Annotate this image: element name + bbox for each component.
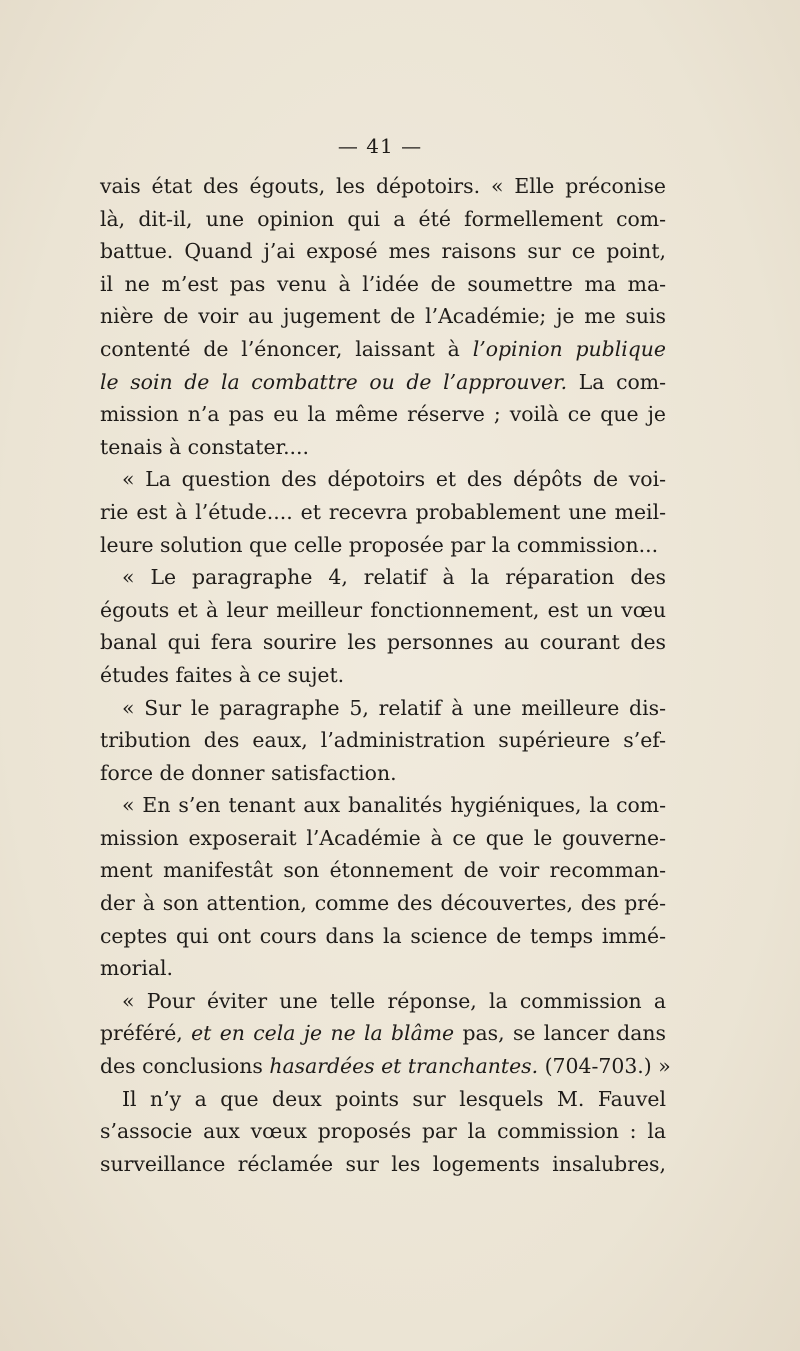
text-line [100, 757, 666, 790]
text-segment: il ne m’est pas venu à l’idée de soumettre ma ma- [100, 271, 666, 296]
text-line [100, 463, 666, 496]
text-line [100, 398, 666, 431]
text-line [100, 1083, 666, 1116]
text-segment: rie est à l’étude.... et recevra probablement une meil- [100, 499, 666, 524]
text-line [100, 789, 666, 822]
text-segment: égouts et à leur meilleur fonctionnement, est un vœu [100, 597, 666, 622]
text-line [100, 1148, 666, 1181]
text-segment: banal qui fera sourire les personnes au courant des [100, 630, 666, 655]
text-segment: « En s’en tenant aux banalités hygiéniques, la com- [122, 793, 666, 818]
text-segment: contenté de l’énoncer, laissant à [100, 336, 473, 361]
text-line [100, 203, 666, 236]
text-line [100, 626, 666, 659]
text-segment: vais état des égouts, les dépotoirs. « Elle préconise [100, 174, 666, 198]
text-segment: surveillance réclamée sur les logements insalubres, [100, 1151, 666, 1176]
text-segment: nière de voir au jugement de l’Académie; je me suis [100, 304, 666, 329]
text-line [100, 854, 666, 887]
text-line [100, 952, 666, 985]
text-segment: préféré, [100, 1021, 192, 1046]
italic-text: et en cela je ne la blâme [191, 1021, 455, 1046]
text-line [100, 822, 666, 855]
text-line [100, 496, 666, 529]
text-line [100, 1115, 666, 1148]
italic-text: le soin de la combattre ou de l’approuver. [100, 369, 568, 394]
text-segment: force de donner satisfaction. [100, 760, 397, 785]
text-line [100, 268, 666, 301]
text-segment: ment manifestât son étonnement de voir recomman- [100, 858, 666, 883]
text-line [100, 366, 666, 399]
text-segment: pas, se lancer dans [454, 1021, 666, 1046]
text-segment: mission n’a pas eu la même réserve ; voilà ce que je [100, 402, 666, 427]
text-segment: « Pour éviter une telle réponse, la commission a [122, 988, 666, 1013]
body-text [100, 170, 671, 1180]
text-segment: tenais à constater.... [100, 434, 309, 459]
text-line [100, 594, 666, 627]
text-line [100, 1017, 666, 1050]
text-segment: là, dit-il, une opinion qui a été formellement com- [100, 206, 666, 231]
italic-text: hasardées et tranchantes. [269, 1054, 539, 1079]
text-segment: mission exposerait l’Académie à ce que le gouverne- [100, 825, 666, 850]
text-line [100, 985, 666, 1018]
text-segment: s’associe aux vœux proposés par la commission : la [100, 1119, 666, 1144]
text-segment: « Sur le paragraphe 5, relatif à une meilleure dis- [122, 695, 666, 720]
text-line [100, 920, 666, 953]
text-line [100, 529, 666, 562]
text-line [100, 170, 666, 203]
text-line [100, 1050, 671, 1083]
text-line [100, 887, 666, 920]
text-line [100, 561, 666, 594]
text-segment: des conclusions [100, 1054, 270, 1079]
text-segment: Il n’y a que deux points sur lesquels M. Fauvel [122, 1086, 666, 1111]
text-line [100, 724, 666, 757]
text-segment: tribution des eaux, l’administration supérieure s’ef- [100, 728, 666, 753]
text-line [100, 692, 666, 725]
text-segment: La com- [567, 369, 666, 394]
text-segment: « Le paragraphe 4, relatif à la réparation des [122, 565, 666, 590]
text-segment: leure solution que celle proposée par la commission... [100, 532, 659, 557]
text-segment: « La question des dépotoirs et des dépôts de voi- [122, 467, 666, 492]
text-line [100, 431, 666, 464]
text-segment: der à son attention, comme des découvertes, des pré- [100, 891, 666, 916]
text-line [100, 333, 666, 366]
text-segment: (704-703.) » [538, 1054, 671, 1079]
text-line [100, 235, 666, 268]
text-segment: battue. Quand j’ai exposé mes raisons sur ce point, [100, 239, 666, 264]
text-segment: études faites à ce sujet. [100, 662, 345, 687]
text-segment: morial. [100, 956, 174, 981]
text-segment: ceptes qui ont cours dans la science de temps immé- [100, 923, 666, 948]
italic-text: l’opinion publique [472, 336, 666, 361]
text-line [100, 300, 666, 333]
page-number: — 41 — [337, 134, 423, 158]
text-line [100, 659, 666, 692]
